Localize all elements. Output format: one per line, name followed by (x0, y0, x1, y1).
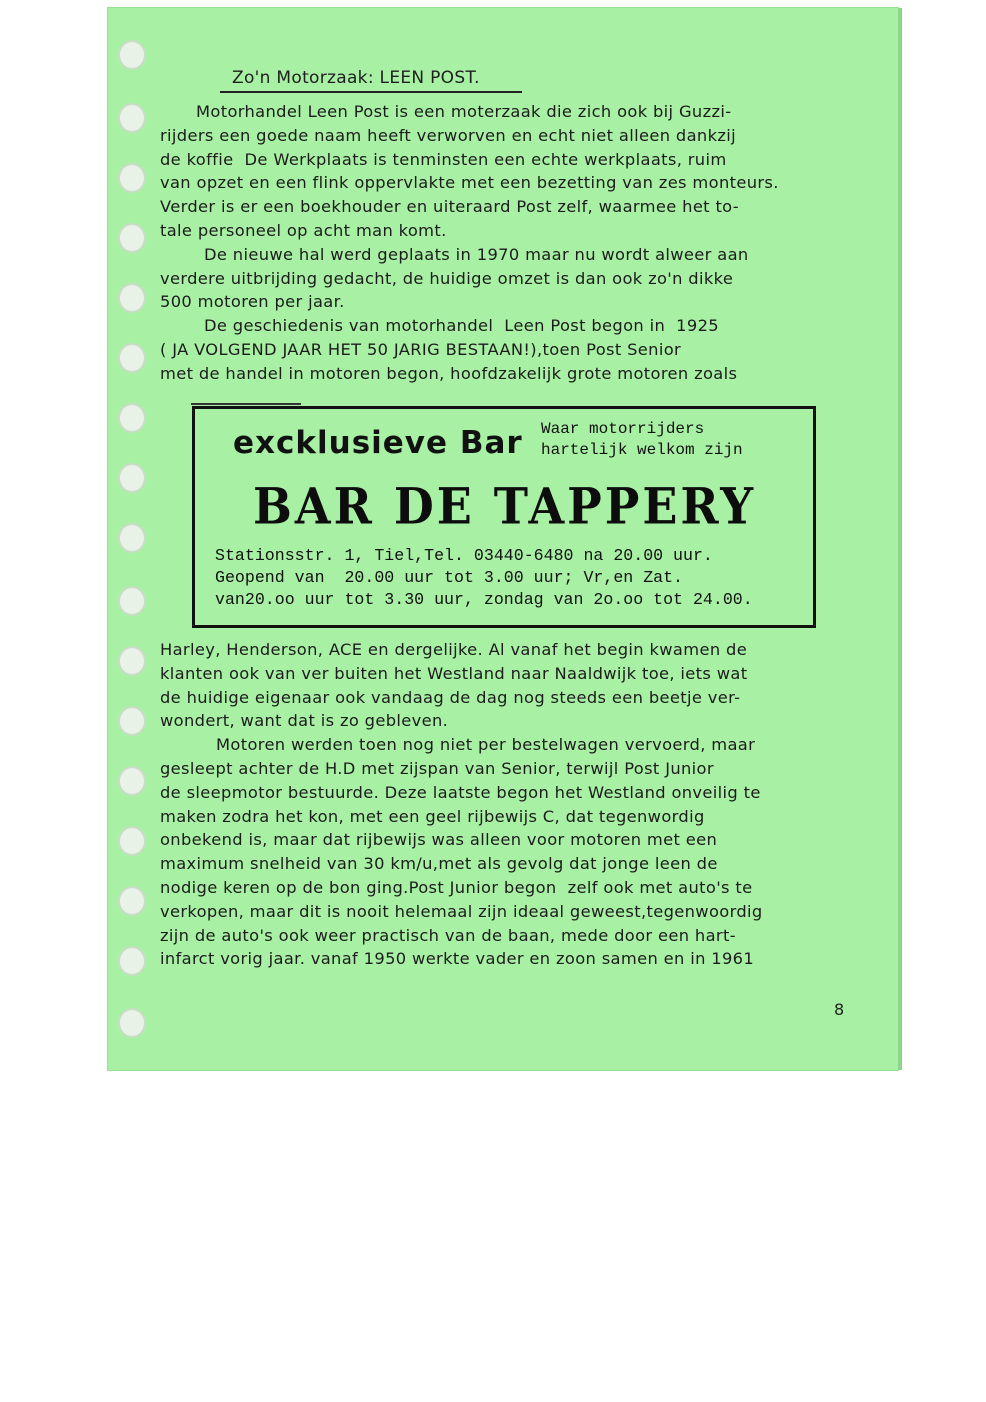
text-line: van opzet en een flink oppervlakte met een bezetting van zes monteurs. (160, 173, 779, 193)
binder-hole (118, 586, 146, 616)
ad-tagline-line: Waar motorrijders (541, 420, 705, 438)
binder-hole (118, 163, 146, 193)
article-title: Zo'n Motorzaak: LEEN POST. (232, 68, 480, 88)
ad-info-line: Stationsstr. 1, Tiel,Tel. 03440-6480 na 20.00 uur. (215, 546, 713, 565)
text-line: Harley, Henderson, ACE en dergelijke. Al vanaf het begin kwamen de (160, 640, 748, 659)
binder-hole (118, 523, 146, 553)
text-line: de koffie De Werkplaats is tenminsten een echte werkplaats, ruim (160, 149, 727, 169)
text-line: infarct vorig jaar. vanaf 1950 werkte vader en zoon samen en in 1961 (160, 949, 755, 969)
ad-headline: excklusieve Bar (233, 425, 523, 461)
ad-info-line: Geopend van 20.00 uur tot 3.00 uur; Vr,en Zat. (215, 568, 684, 587)
binder-hole (118, 283, 146, 313)
text-line: wondert, want dat is zo gebleven. (160, 711, 449, 731)
text-line: 500 motoren per jaar. (160, 292, 345, 312)
binder-hole (118, 706, 146, 736)
binder-hole (118, 766, 146, 796)
binder-hole (118, 886, 146, 916)
binder-hole (118, 826, 146, 856)
text-line: Verder is er een boekhouder en uiteraard Post zelf, waarmee het to- (160, 197, 740, 217)
text-line: ( JA VOLGEND JAAR HET 50 JARIG BESTAAN!),toen Post Senior (160, 339, 682, 359)
binder-hole (118, 223, 146, 253)
text-line: de sleepmotor bestuurde. Deze laatste begon het Westland onveilig te (160, 782, 761, 802)
text-line: maken zodra het kon, met een geel rijbewijs C, dat tegenwordig (160, 806, 705, 826)
ad-info (215, 545, 753, 611)
ad-info-line: van20.oo uur tot 3.30 uur, zondag van 2o.oo tot 24.00. (215, 590, 753, 609)
binder-hole (118, 103, 146, 133)
text-line: de huidige eigenaar ook vandaag de dag nog steeds een beetje ver- (160, 687, 741, 707)
text-line: Motoren werden toen nog niet per bestelwagen vervoerd, maar (216, 735, 756, 755)
text-line: nodige keren op de bon ging.Post Junior begon zelf ook met auto's te (160, 877, 753, 897)
text-line: De nieuwe hal werd geplaats in 1970 maar nu wordt alweer aan (204, 244, 749, 264)
ad-divider (191, 403, 301, 405)
text-line: Motorhandel Leen Post is een moterzaak die zich ook bij Guzzi- (196, 102, 732, 121)
binder-hole (118, 343, 146, 373)
text-line: gesleept achter de H.D met zijspan van Senior, terwijl Post Junior (160, 758, 714, 778)
text-line: klanten ook van ver buiten het Westland naar Naaldwijk toe, iets wat (160, 663, 748, 683)
page-number: 8 (834, 1000, 845, 1019)
binder-hole (118, 646, 146, 676)
binder-hole (118, 946, 146, 976)
text-line: verdere uitbrijding gedacht, de huidige omzet is dan ook zo'n dikke (160, 268, 734, 288)
bar-advertisement (192, 406, 816, 628)
article-body-bottom (160, 638, 860, 971)
ad-tagline-line: hartelijk welkom zijn (541, 441, 743, 459)
text-line: met de handel in motoren begon, hoofdzakelijk grote motoren zoals (160, 363, 738, 383)
text-line: De geschiedenis van motorhandel Leen Post begon in 1925 (204, 316, 720, 336)
binder-hole (118, 403, 146, 433)
binder-hole (118, 40, 146, 70)
text-line: verkopen, maar dit is nooit helemaal zijn ideaal geweest,tegenwoordig (160, 901, 763, 921)
ad-tagline (541, 419, 743, 461)
text-line: rijders een goede naam heeft verworven en echt niet alleen dankzij (160, 125, 737, 145)
title-underline (220, 91, 522, 93)
binder-hole (118, 463, 146, 493)
binder-hole (118, 1008, 146, 1038)
text-line: tale personeel op acht man komt. (160, 220, 447, 240)
text-line: maximum snelheid van 30 km/u,met als gevolg dat jonge leen de (160, 854, 718, 874)
text-line: zijn de auto's ook weer practisch van de baan, mede door een hart- (160, 925, 736, 945)
ad-bar-name: BAR DE TAPPERY (253, 476, 757, 536)
text-line: onbekend is, maar dat rijbewijs was alleen voor motoren met een (160, 830, 718, 850)
magazine-page (108, 8, 898, 1070)
article-body-top (160, 100, 860, 386)
